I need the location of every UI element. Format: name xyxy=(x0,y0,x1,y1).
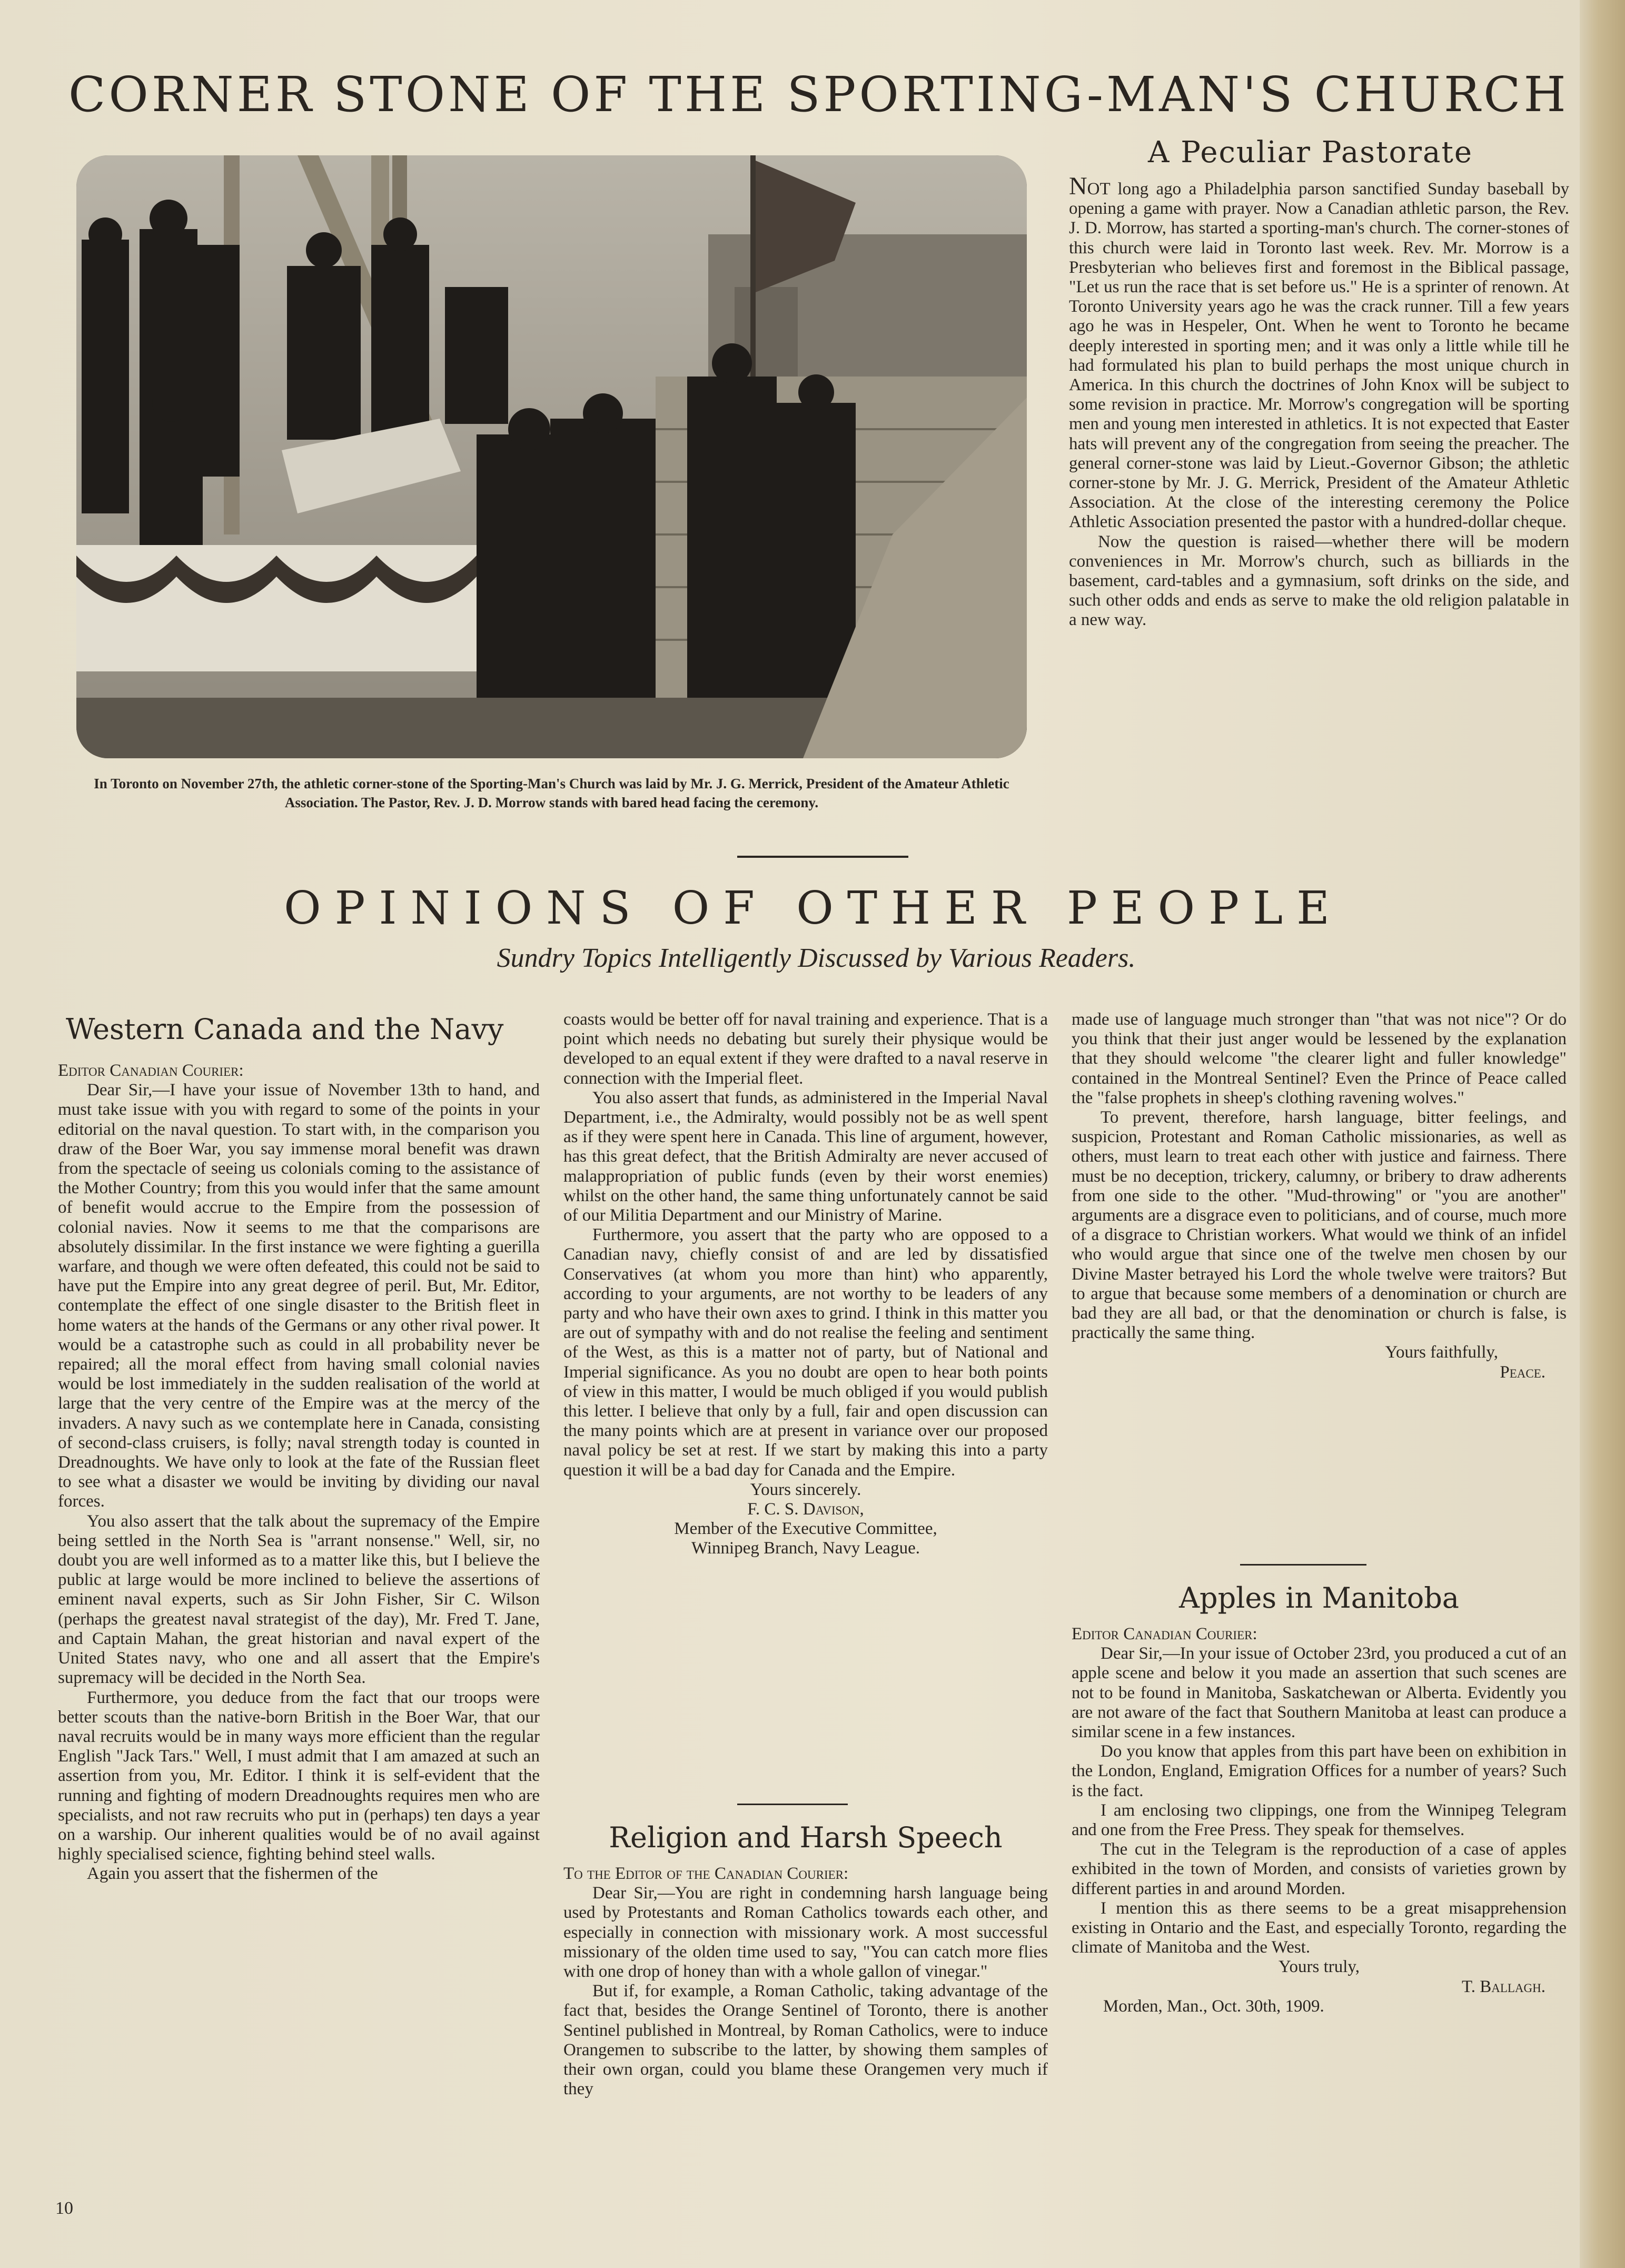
religion-closing: Yours faithfully, xyxy=(1385,1343,1498,1362)
religion-paragraph-1: Dear Sir,—You are right in condemning harsh language being used by Protestants and Roman Catholics towards each other, and especially in connection with missionary work. A most successful missionary of the olden time used to say, "You can catch more flies with one drop of honey than with a whole gallon of vinegar." xyxy=(563,1884,1048,1982)
apples-dateline: Morden, Man., Oct. 30th, 1909. xyxy=(1103,1996,1324,2016)
navy-salutation: Editor Canadian Courier: xyxy=(58,1061,244,1080)
photograph-icon xyxy=(76,155,1027,758)
navy-paragraph-1: Dear Sir,—I have your issue of November 13th to hand, and must take issue with you with regard to some of the points in your editorial on the naval question. To start with, in the comparison you draw of the Boer War, you say immense moral benefit was drawn from the spectacle of seeing us colonials coming to the assistance of the Mother Country; from this you would infer that the same amount of benefit would accrue to the Empire from the possession of colonial navies. Now it seems to me that the comparisons are absolutely dissimilar. In the first instance we were fighting a guerilla warfare, and though we were often defeated, this could not be said to have put the Empire into any great degree of peril. But, Mr. Editor, contemplate the effect of one single disaster to the British fleet in home waters at the hands of the Germans or any other rival power. It would be a catastrophe such as could in all probability never be repaired; all the moral effect from having small colonial navies would be lost immediately in the sudden realisation of the world at large that the very centre of the Empire was at the mercy of the invaders. A navy such as we contemplate here in Canada, consisting of second-class cruisers, is folly; naval strength today is counted in Dreadnoughts. We have only to look at the fate of the Russian fleet to see what a disaster we would be inviting by dividing our naval forces. xyxy=(58,1081,540,1511)
pastorate-paragraph-2: Now the question is raised—whether there will be modern conveniences in Mr. Morrow's church, such as billiards in the basement, card-tables and a gymnasium, soft drinks on the side, and such other odds and ends as serve to make the old religion palatable in a new way. xyxy=(1069,532,1569,630)
pastorate-paragraph-1: NOT long ago a Philadelphia parson sanctified Sunday baseball by opening a game with prayer. Now a Canadian athletic parson, the Rev. J. D. Morrow, has started a sporting-man's church. The corner-stones of this church were laid in Toronto last week. Rev. Mr. Morrow is a Presbyterian who believes first and foremost in the Biblical passage, "Let us run the race that is set before us." He is a sprinter of renown. At Toronto University years ago he was the crack runner. Till a few years ago he was in Hespeler, Ont. When he went to Toronto he became deeply interested in sporting men; and it was only a little while till he had formulated his plan to build perhaps the most unique church in America. In this church the doctrines of John Knox will be subject to some revision in practice. Mr. Morrow's congregation will be sporting men and young men interested in athletics. It is not expected that Easter hats will prevent any of the congregation from seeing the preacher. The general corner-stone was laid by Lieut.-Governor Gibson; the athletic corner-stone by Mr. J. G. Merrick, President of the Amateur Athletic Association. At the close of the interesting ceremony the Police Athletic Association presented the pastor with a hundred-dollar cheque. xyxy=(1069,172,1569,532)
page-number: 10 xyxy=(55,2198,73,2218)
section-divider xyxy=(737,856,908,858)
apples-closing: Yours truly, xyxy=(1278,1957,1360,1977)
apples-paragraph-2: Do you know that apples from this part have been on exhibition in the London, England, Emigration Offices for a number of years? Such is the fact. xyxy=(1072,1742,1567,1800)
navy-paragraph-2: You also assert that the talk about the supremacy of the Empire being settled in the North Sea is "arrant nonsense." Well, sir, no doubt you are well informed as to a matter like this, but I believe the public at large would be more inclined to believe the assertions of eminent naval experts, such as Sir John Fisher, Sir C. Wilson (perhaps the greatest naval strategist of the day), Mr. Fred T. Jane, and Captain Mahan, the great historian and naval expert of the United States navy, who one and all assert that the Empire's supremacy will be decided in the North Sea. xyxy=(58,1511,540,1688)
religion-letter-part2 xyxy=(1072,1010,1567,1563)
religion-heading: Religion and Harsh Speech xyxy=(609,1821,1003,1854)
navy-closing: Yours sincerely. xyxy=(750,1480,861,1499)
section-subtitle: Sundry Topics Intelligently Discussed by Various Readers. xyxy=(497,943,1136,973)
apples-paragraph-5: I mention this as there seems to be a great misapprehension existing in Ontario and the East, and especially Toronto, regarding the climate of Manitoba and the West. xyxy=(1072,1898,1567,1957)
navy-signer: F. C. S. Davison, xyxy=(747,1500,864,1519)
navy-signer-title-1: Member of the Executive Committee, xyxy=(674,1519,937,1539)
pastorate-article xyxy=(1069,172,1569,835)
apples-letter xyxy=(1072,1625,1567,2177)
navy-paragraph-5: coasts would be better off for naval training and experience. That is a point which needs no debating but surely their physique would be developed to an equal extent if they were drafted to a naval reserve in connection with the Imperial fleet. xyxy=(563,1010,1048,1088)
religion-paragraph-4: To prevent, therefore, harsh language, bitter feelings, and suspicion, Protestant and Roman Catholic missionaries, as well as others, must learn to treat each other with justice and fairness. There must be no deception, trickery, calumny, or bribery to draw adherents from one side to the other. "Mud-throwing" or "you are another" arguments are a disgrace even to politicians, and of course, much more of a disgrace to Christian workers. What would we think of an infidel who would argue that since one of the twelve men chosen by our Divine Master betrayed his Lord the whole twelve were traitors? But to argue that because some members of a denomination or church are bad they are all bad, or that the denomination or church is false, is practically the same thing. xyxy=(1072,1108,1567,1343)
section-title: OPINIONS OF OTHER PEOPLE xyxy=(284,882,1343,935)
apples-heading: Apples in Manitoba xyxy=(1179,1581,1459,1615)
photo-caption: In Toronto on November 27th, the athletic corner-stone of the Sporting-Man's Church was laid by Mr. J. G. Merrick, President of the Amateur Athletic Association. The Pastor, Rev. J. D. Morrow stands with bared head facing the ceremony. xyxy=(94,776,1009,810)
navy-letter-part2 xyxy=(563,1010,1048,1800)
divider-religion xyxy=(737,1804,848,1805)
navy-heading: Western Canada and the Navy xyxy=(66,1013,504,1046)
apples-paragraph-1: Dear Sir,—In your issue of October 23rd, you produced a cut of an apple scene and below it you made an assertion that such scenes are not to be found in Manitoba, Saskatchewan or Alberta. Evidently you are not aware of the fact that Southern Manitoba at least can produce a similar scene in a few instances. xyxy=(1072,1644,1567,1742)
navy-letter-part1 xyxy=(58,1061,540,2193)
apples-salutation: Editor Canadian Courier: xyxy=(1072,1625,1257,1643)
page-binding-edge xyxy=(1580,0,1625,2268)
apples-paragraph-3: I am enclosing two clippings, one from the Winnipeg Telegram and one from the Free Press. They speak for themselves. xyxy=(1072,1800,1567,1840)
apples-signer: T. Ballagh. xyxy=(1461,1977,1545,1996)
navy-paragraph-3: Furthermore, you deduce from the fact that our troops were better scouts than the native-born British in the Boer War, that our naval recruits would be in many ways more efficient than the regular English "Jack Tars." Well, I must admit that I am amazed at such an assertion from you, Mr. Editor. I think it is self-evident that the running and fighting of modern Dreadnoughts requires men who are specialists, and not raw recruits who put in (perhaps) ten days a year on a warship. Our inherent qualities would be of no avail against highly specialised science, fighting behind steel walls. xyxy=(58,1688,540,1864)
navy-paragraph-6: You also assert that funds, as administered in the Imperial Naval Department, i.e., the Admiralty, would possibly not be as well spent as if they were spent here in Canada. This line of argument, however, has this great defect, that the British Admiralty are never accused of malappropriation of public funds (even by their worst enemies) whilst on the other hand, the same thing unfortunately cannot be said of our Militia Department and our Ministry of Marine. xyxy=(563,1088,1048,1225)
divider-apples xyxy=(1240,1564,1366,1566)
religion-salutation: To the Editor of the Canadian Courier: xyxy=(563,1864,849,1883)
religion-letter-part1 xyxy=(563,1864,1048,2201)
ceremony-photograph xyxy=(76,155,1027,758)
religion-paragraph-3: made use of language much stronger than "that was not nice"? Or do you think that their just anger would be lessened by the explanation that they should welcome "the clearer light and fuller knowledge" contained in the Montreal Sentinel? Even the Prince of Peace called the "false prophets in sheep's clothing ravening wolves." xyxy=(1072,1010,1567,1107)
navy-signer-title-2: Winnipeg Branch, Navy League. xyxy=(691,1539,920,1558)
religion-signer: Peace. xyxy=(1500,1362,1545,1382)
drop-cap: N xyxy=(1069,172,1087,200)
page-title: CORNER STONE OF THE SPORTING-MAN'S CHURCH xyxy=(68,66,1569,123)
navy-paragraph-4: Again you assert that the fishermen of the xyxy=(87,1864,378,1884)
pastorate-heading: A Peculiar Pastorate xyxy=(1148,135,1473,170)
religion-paragraph-2: But if, for example, a Roman Catholic, taking advantage of the fact that, besides the Orange Sentinel of Toronto, there is another Sentinel published in Montreal, by Roman Catholics, were to induce Orangemen to subscribe to the latter, by showing them samples of their own organ, could you blame these Orangemen very much if they xyxy=(563,1982,1048,2099)
apples-paragraph-4: The cut in the Telegram is the reproduction of a case of apples exhibited in the town of Morden, and consists of varieties grown by different parties in and around Morden. xyxy=(1072,1840,1567,1898)
navy-paragraph-7: Furthermore, you assert that the party who are opposed to a Canadian navy, chiefly consist of and are led by dissatisfied Conservatives (at whom you more than hint) who apparently, according to your arguments, are not worthy to be leaders of any party and who have their own axes to grind. I think in this matter you are out of sympathy with and do not realise the feeling and sentiment of the West, as this is a matter not of party, but of National and Imperial significance. As you no doubt are open to hear both points of view in this matter, I would be much obliged if you would publish this letter. I believe that only by a full, fair and open discussion can the many points which are at present in variance over our proposed naval policy be set at rest. If we start by making this into a party question it will be a bad day for Canada and the Empire. xyxy=(563,1225,1048,1480)
